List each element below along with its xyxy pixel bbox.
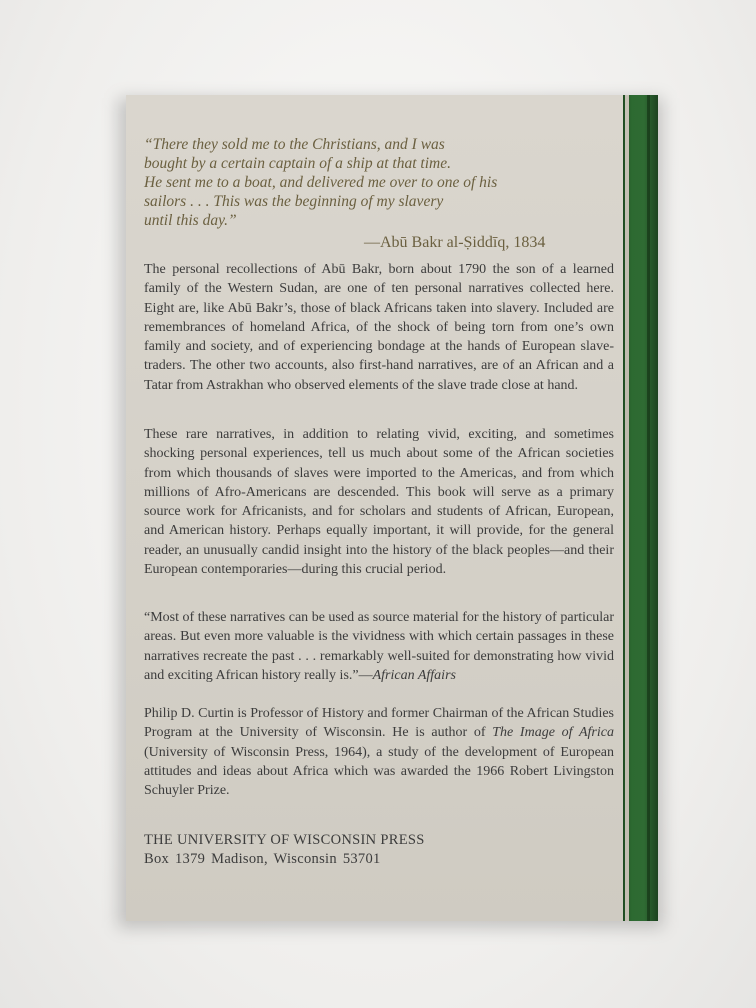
spine-page-edge: [625, 95, 629, 921]
green-spine: [623, 95, 658, 921]
epigraph-quote: [144, 135, 564, 230]
publisher-block: [144, 831, 614, 869]
description-paragraph-2: These rare narratives, in addition to relating vivid, exciting, and sometimes shocking personal experiences, tell us much about some of the African societies from which thousands of slaves were imported to the Americas, and from which millions of Afro-Americans are descended. This book will serve as a primary source work for Africanists, and for scholars and students of African, European, and American history. Perhaps equally important, it will provide, for the general reader, an unusually candid insight into the history of the black peoples—and their European contemporaries—during this crucial period.: [144, 427, 614, 578]
author-bio-text: Philip D. Curtin is Professor of History and former Chairman of the African Studies Program at the University of Wisconsin. He is author of: [144, 706, 614, 741]
book-back-cover: [126, 95, 658, 921]
epigraph-line: until this day.”: [144, 212, 237, 229]
author-book-title: The Image of Africa: [492, 725, 614, 741]
epigraph-line: He sent me to a boat, and delivered me over to one of his: [144, 174, 498, 191]
review-source: African Affairs: [372, 667, 456, 683]
cover-panel: [126, 95, 623, 921]
review-quote: [144, 608, 614, 685]
epigraph-line: sailors . . . This was the beginning of my slavery: [144, 193, 444, 210]
epigraph-line: “There they sold me to the Christians, and I was: [144, 136, 445, 153]
author-bio: [144, 704, 614, 800]
publisher-address: Box 1379 Madison, Wisconsin 53701: [144, 851, 381, 867]
publisher-name: THE UNIVERSITY OF WISCONSIN PRESS: [144, 832, 425, 848]
author-bio-text-end: (University of Wisconsin Press, 1964), a study of the development of European attitudes and ideas about Africa which was awarded the 1966 Robert Livingston Schuyler Prize.: [144, 744, 614, 799]
review-text: “Most of these narratives can be used as source material for the history of particular areas. But even more valuable is the vividness with which certain passages in these narratives recreate the past . . . remarkably well-suited for demonstrating how vivid and exciting African history really is.”—: [144, 610, 614, 683]
epigraph-attribution: —Abū Bakr al-Ṣiddīq, 1834: [364, 234, 546, 251]
spine-crease: [647, 95, 650, 921]
epigraph-line: bought by a certain captain of a ship at that time.: [144, 155, 451, 172]
description-paragraph-1: The personal recollections of Abū Bakr, born about 1790 the son of a learned family of the Western Sudan, are one of ten personal narratives collected here. Eight are, like Abū Bakr’s, those of black Africans taken into slavery. Included are remembrances of homeland Africa, of the shock of being torn from one’s own family and society, and of experiencing bondage at the hands of European slave-traders. The other two accounts, also first-hand narratives, are of an African and a Tatar from Astrakhan who observed elements of the slave trade close at hand.: [144, 262, 614, 393]
